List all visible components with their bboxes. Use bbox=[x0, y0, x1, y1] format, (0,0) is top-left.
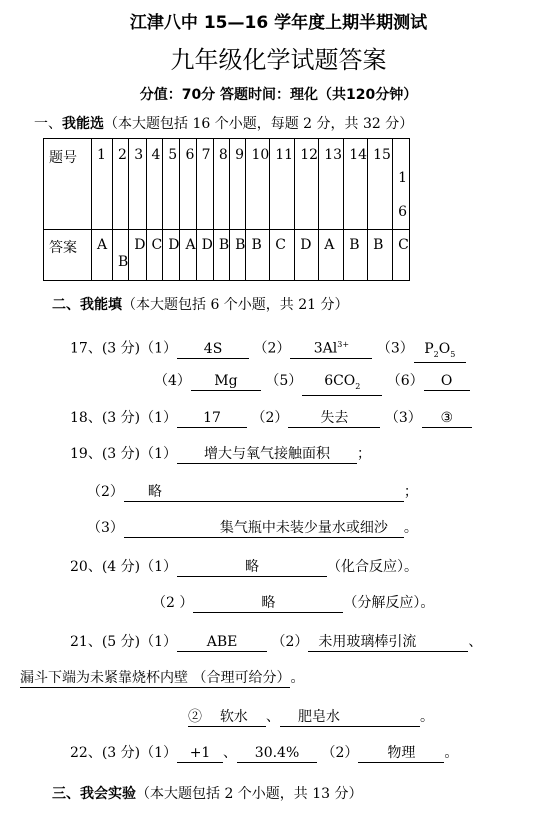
answer-cell: B bbox=[213, 230, 229, 281]
number-cell: 3 bbox=[129, 139, 146, 230]
answer-cell-text: B bbox=[118, 254, 129, 270]
q17-line-1 bbox=[70, 336, 466, 363]
q17-label: 17、(3 分) bbox=[70, 340, 141, 357]
answer-cell: D bbox=[163, 230, 180, 281]
q19-end-1: ； bbox=[357, 446, 372, 462]
q22-line bbox=[70, 742, 458, 763]
q21-line-2 bbox=[20, 667, 304, 688]
section-3-desc: （本大题包括 2 个小题，共 13 分） bbox=[136, 786, 363, 802]
q17-answer-5 bbox=[302, 373, 382, 396]
q20-answer-2: 略 bbox=[193, 595, 343, 613]
section-2-prefix: 二、 bbox=[52, 297, 80, 313]
number-cell: 11 bbox=[270, 139, 295, 230]
answer-cell: C bbox=[270, 230, 295, 281]
answer-cell: A bbox=[319, 230, 344, 281]
q21-part-1: （1） bbox=[140, 634, 178, 650]
q19-answer-3: 集气瓶中未装少量水或细沙 bbox=[124, 520, 404, 538]
section-3-title: 我会实验 bbox=[80, 786, 136, 802]
number-cell: 10 bbox=[246, 139, 270, 230]
q18-label: 18、(3 分) bbox=[70, 410, 141, 426]
section-3-heading bbox=[52, 783, 363, 803]
q17-part-2: （2） bbox=[253, 340, 291, 357]
q19-label: 19、(3 分) bbox=[70, 446, 141, 462]
q21-mark: ② bbox=[188, 709, 202, 725]
q19-line-3 bbox=[87, 517, 418, 538]
q22-part-2: （2） bbox=[321, 745, 359, 761]
q22-answer-2: 30.4% bbox=[237, 745, 317, 763]
q19-end-2: ； bbox=[403, 484, 418, 500]
q17-answer-2-sup: 3+ bbox=[337, 340, 350, 349]
row-label-numbers: 题号 bbox=[44, 139, 92, 230]
q19-part-2: （2） bbox=[87, 484, 124, 500]
q17-line-2 bbox=[154, 370, 470, 396]
q19-answer-2: 略 bbox=[124, 484, 404, 502]
q17-part-4: （4） bbox=[154, 373, 191, 389]
section-2-heading bbox=[52, 294, 349, 314]
q18-part-2: （2） bbox=[251, 410, 289, 426]
answer-cell: B bbox=[246, 230, 270, 281]
q19-answer-1: 增大与氧气接触面积 bbox=[177, 446, 357, 464]
q22-label: 22、(3 分) bbox=[70, 745, 141, 761]
answer-cell: A bbox=[180, 230, 196, 281]
q19-end-3: 。 bbox=[403, 520, 418, 536]
q21-answer-1: ABE bbox=[177, 634, 267, 652]
section-2-title: 我能填 bbox=[80, 297, 122, 313]
number-cell: 6 bbox=[180, 139, 196, 230]
number-cell: 9 bbox=[230, 139, 246, 230]
q20-line-2 bbox=[152, 592, 434, 613]
table-row-answers bbox=[44, 230, 410, 281]
answer-cell: D bbox=[129, 230, 146, 281]
table-row-numbers bbox=[44, 139, 410, 230]
q17-answer-2 bbox=[290, 336, 372, 359]
q22-answer-3: 物理 bbox=[358, 745, 444, 763]
q21-soft-water: 软水 bbox=[219, 709, 248, 725]
answer-cell: B bbox=[368, 230, 393, 281]
q17-answer-3 bbox=[414, 341, 466, 364]
q20-line-1 bbox=[70, 556, 418, 577]
q22-end: 。 bbox=[444, 745, 459, 761]
q18-answer-3: ③ bbox=[422, 410, 472, 428]
number-cell: 2 bbox=[113, 139, 129, 230]
section-1-desc: （本大题包括 16 个小题，每题 2 分，共 32 分） bbox=[104, 116, 414, 132]
answer-cell: D bbox=[196, 230, 213, 281]
q19-line-2 bbox=[87, 481, 418, 502]
q17-answer-2-base: 3Al bbox=[313, 340, 338, 357]
number-cell: 13 bbox=[319, 139, 344, 230]
q17-part-5: （5） bbox=[265, 373, 303, 389]
q21-answer-4: 肥皂水 bbox=[280, 709, 420, 727]
section-2-desc: （本大题包括 6 个小题，共 21 分） bbox=[122, 297, 349, 313]
q18-part-3: （3） bbox=[384, 410, 422, 426]
q17-answer-6: O bbox=[424, 373, 470, 391]
q19-line-1 bbox=[70, 443, 371, 464]
q18-line bbox=[70, 407, 472, 428]
section-3-prefix: 三、 bbox=[52, 786, 80, 802]
q20-part-1: （1） bbox=[140, 559, 178, 575]
q17-part-1: （1） bbox=[140, 340, 178, 357]
section-1-prefix: 一、 bbox=[34, 116, 62, 132]
q18-answer-2: 失去 bbox=[288, 410, 380, 428]
number-cell: 12 bbox=[295, 139, 319, 230]
number-cell: 15 bbox=[368, 139, 393, 230]
row-label-answers: 答案 bbox=[44, 230, 92, 281]
answer-cell: A bbox=[92, 230, 113, 281]
answer-cell bbox=[113, 230, 129, 281]
q21-answer-3 bbox=[188, 709, 266, 727]
q20-answer-1: 略 bbox=[177, 559, 327, 577]
q17-answer-4: Mg bbox=[191, 373, 261, 391]
number-cell: 1 bbox=[92, 139, 113, 230]
q21-answer-2-cont: 漏斗下端为未紧靠烧杯内壁 （合理可给分） bbox=[20, 670, 291, 686]
answer-cell: C bbox=[146, 230, 163, 281]
q17-part-3: （3） bbox=[376, 340, 414, 357]
q18-answer-1: 17 bbox=[177, 410, 247, 428]
q21-label: 21、(5 分) bbox=[70, 634, 141, 650]
q19-part-3: （3） bbox=[87, 520, 124, 536]
q17-a3-sub2: 5 bbox=[450, 349, 456, 359]
answer-table bbox=[43, 138, 410, 281]
q22-part-1: （1） bbox=[140, 745, 178, 761]
q17-a3-p: P bbox=[424, 340, 434, 357]
q21-part-2: （2） bbox=[271, 634, 309, 650]
q21-line-3 bbox=[188, 706, 434, 727]
number-cell: 14 bbox=[344, 139, 368, 230]
q20-label: 20、(4 分) bbox=[70, 559, 141, 575]
answer-cell: C bbox=[393, 230, 410, 281]
section-1-heading bbox=[34, 113, 413, 133]
q17-answer-1: 4S bbox=[177, 341, 249, 359]
page-title: 九年级化学试题答案 bbox=[170, 46, 387, 74]
school-exam-title: 江津八中 15—16 学年度上期半期测试 bbox=[129, 13, 428, 33]
number-cell-16 bbox=[393, 139, 410, 230]
q18-part-1: （1） bbox=[140, 410, 178, 426]
q17-a3-o: O bbox=[438, 340, 451, 357]
answer-cell: B bbox=[230, 230, 246, 281]
number-cell-16-text: 16 bbox=[398, 170, 408, 220]
exam-info: 分值：70分 答题时间：理化（共120分钟） bbox=[139, 87, 418, 103]
q17-a5-sub: 2 bbox=[355, 381, 361, 391]
answer-cell: D bbox=[295, 230, 319, 281]
q21-line-1 bbox=[70, 631, 482, 652]
q19-part-1: （1） bbox=[140, 446, 178, 462]
q22-sep: 、 bbox=[223, 745, 238, 761]
number-cell: 4 bbox=[146, 139, 163, 230]
q17-part-6: （6） bbox=[386, 373, 424, 389]
q20-note-2: （分解反应）。 bbox=[343, 595, 435, 611]
number-cell: 5 bbox=[163, 139, 180, 230]
q20-part-2: （2 ） bbox=[152, 595, 194, 611]
q21-answer-2: 未用玻璃棒引流 bbox=[308, 634, 468, 652]
q17-a5-base: 6CO bbox=[324, 373, 356, 389]
q22-answer-1: +1 bbox=[177, 745, 223, 763]
number-cell: 8 bbox=[213, 139, 229, 230]
q21-end-3: 。 bbox=[420, 709, 434, 725]
q20-note-1: （化合反应）。 bbox=[327, 559, 419, 575]
q21-end-2: 。 bbox=[290, 670, 305, 686]
q21-sep-2: 、 bbox=[266, 709, 280, 725]
answer-cell: B bbox=[344, 230, 368, 281]
section-1-title: 我能选 bbox=[62, 116, 104, 132]
q17-a3-sub1: 2 bbox=[433, 349, 439, 359]
number-cell: 7 bbox=[196, 139, 213, 230]
q21-sep: 、 bbox=[468, 634, 483, 650]
